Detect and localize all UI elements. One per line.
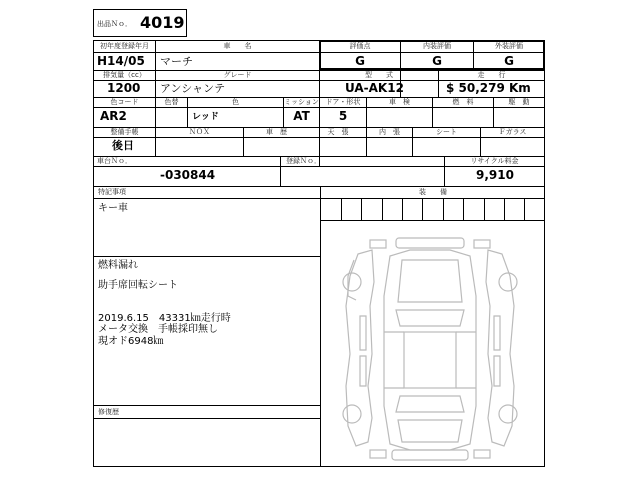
equipment-cell-divider <box>443 198 444 220</box>
note-line: 助手席回転シート <box>98 280 178 291</box>
left-front-door <box>360 316 366 350</box>
note-line: 現オド6948㎞ <box>98 336 164 347</box>
interior-grade: G <box>432 54 442 68</box>
chassis-number-label: 車台Ｎｏ． <box>97 157 132 165</box>
rear-window <box>396 396 464 412</box>
equipment-cell-divider <box>402 198 403 220</box>
model: UA-AK12 <box>345 81 404 95</box>
car-name: マーチ <box>160 55 193 68</box>
left-rear-wheel <box>343 405 361 423</box>
model-label: 型 式 <box>365 71 393 79</box>
exterior-grade: G <box>504 54 514 68</box>
car-damage-diagram <box>330 236 530 462</box>
registration-number-label: 登録Ｎｏ． <box>286 157 321 165</box>
score-label: 評価点 <box>349 42 371 50</box>
left-rear-door <box>360 356 366 386</box>
mileage: $ 50,279 Km <box>446 81 531 95</box>
equipment-cell-divider <box>341 198 342 220</box>
color: レッド <box>192 112 219 122</box>
car-name-label: 車 名 <box>223 42 252 50</box>
equipment-cell-divider <box>484 198 485 220</box>
front-glass-label: Ｆガラス <box>498 128 527 136</box>
doors-label: ドア・形状 <box>325 98 361 106</box>
right-front-door <box>494 316 500 350</box>
fuel-label: 燃 料 <box>452 98 474 106</box>
divider <box>93 418 320 419</box>
seat-label: シート <box>436 128 457 136</box>
displacement-label: 排気量（cc） <box>103 71 146 79</box>
interior-grade-label: 内装評価 <box>423 42 451 50</box>
note-line: メータ交換 手帳採印無し <box>98 324 218 335</box>
front-bumper <box>396 238 464 248</box>
repair-history-label: 修復歴 <box>98 408 119 416</box>
divider <box>93 405 320 406</box>
note-line: 2019.6.15 43331㎞走行時 <box>98 313 231 324</box>
note-line: キー車 <box>98 203 128 214</box>
mileage-label: 走 行 <box>477 71 506 79</box>
color-code-label: 色コード <box>110 98 139 106</box>
special-notes-label: 特記事項 <box>98 188 126 196</box>
doors: 5 <box>338 109 348 123</box>
divider <box>320 186 321 467</box>
note-line: 燃料漏れ <box>98 260 138 271</box>
mission-label: ミッション <box>284 98 319 106</box>
left-taillight <box>370 450 386 458</box>
roof-panel <box>404 332 456 388</box>
rear-bumper <box>392 450 468 460</box>
equipment-cell-divider <box>422 198 423 220</box>
exterior-grade-label: 外装評価 <box>495 42 523 50</box>
score: G <box>355 54 365 68</box>
windshield <box>396 310 464 326</box>
history-label: 車 歴 <box>266 128 287 136</box>
divider <box>320 220 545 221</box>
reg-year-label: 初年度登録年月 <box>100 42 149 50</box>
lot-number-box <box>93 9 187 37</box>
right-headlight <box>474 240 490 248</box>
left-headlight <box>370 240 386 248</box>
divider <box>93 256 320 257</box>
equipment-cell-divider <box>504 198 505 220</box>
right-rear-door <box>494 356 500 386</box>
hood <box>398 260 462 302</box>
interior-trim-label: 内 張 <box>379 128 400 136</box>
equipment-label: 装 備 <box>419 188 447 196</box>
right-taillight <box>474 450 490 458</box>
lot-number: 4019 <box>140 13 185 32</box>
equipment-cell-divider <box>463 198 464 220</box>
equipment-cell-divider <box>524 198 525 220</box>
equipment-cell-divider <box>361 198 362 220</box>
drive-label: 駆 動 <box>508 98 530 106</box>
divider <box>93 166 545 167</box>
grade: アンシャンテ <box>160 82 226 95</box>
color-code: AR2 <box>100 109 127 123</box>
maintenance-manual-label: 整備手帳 <box>110 128 139 136</box>
nox-label: ＮＯＸ <box>189 128 210 136</box>
inspection-label: 車 検 <box>389 98 410 106</box>
maintenance-manual: 後日 <box>112 139 134 152</box>
divider <box>280 156 281 186</box>
lot-number-label: 出品Ｎｏ． <box>97 20 132 28</box>
equipment-cell-divider <box>382 198 383 220</box>
recycle-fee: 9,910 <box>476 168 514 182</box>
reg-year: H14/05 <box>97 54 145 68</box>
grade-label: グレード <box>223 71 252 79</box>
divider <box>93 186 545 187</box>
right-rear-wheel <box>499 405 517 423</box>
chassis-number: -030844 <box>160 168 216 182</box>
color-change-label: 色替 <box>164 98 179 106</box>
recycle-fee-label: リサイクル料金 <box>470 157 519 165</box>
left-front-wheel <box>343 273 361 291</box>
color-label: 色 <box>232 98 239 106</box>
trunk <box>398 420 462 442</box>
divider <box>93 198 545 199</box>
mission: AT <box>293 109 310 123</box>
right-front-wheel <box>499 273 517 291</box>
roof-label: 天 張 <box>327 128 349 136</box>
displacement: 1200 <box>107 81 141 95</box>
